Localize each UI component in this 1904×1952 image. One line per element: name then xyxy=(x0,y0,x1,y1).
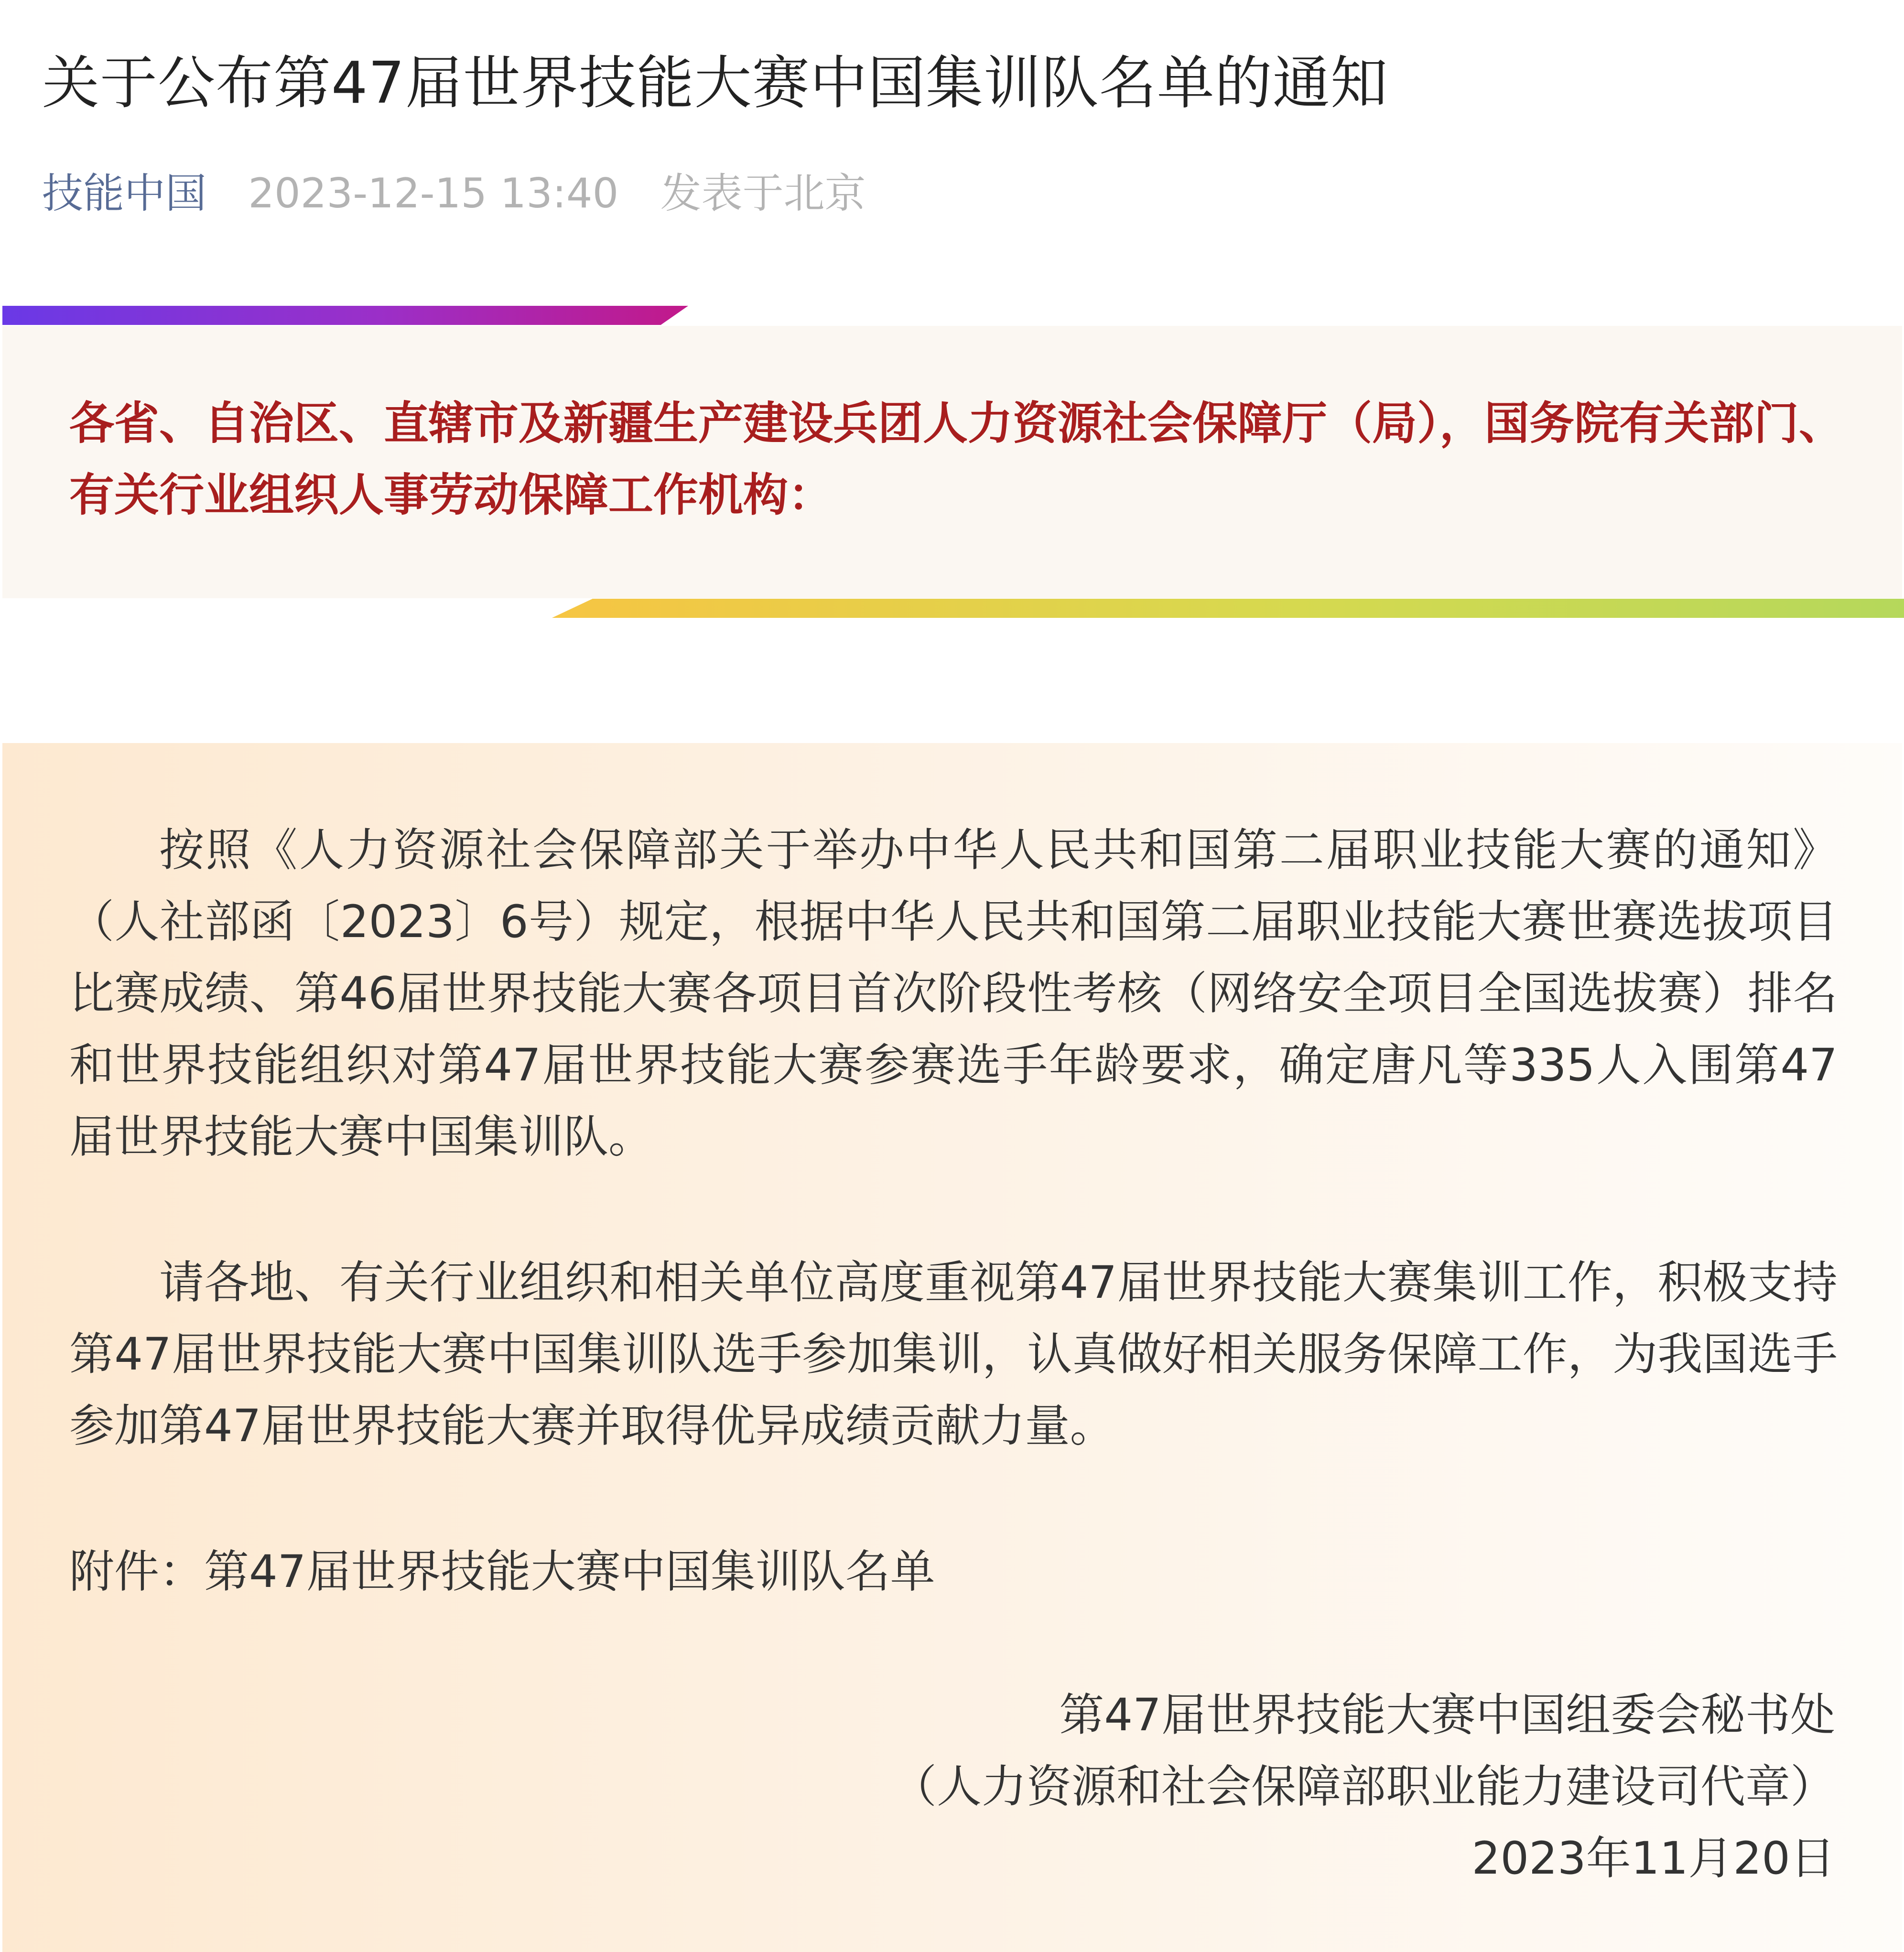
signature-org: 第47届世界技能大赛中国组委会秘书处 xyxy=(1059,1689,1835,1741)
addressee-section xyxy=(2,326,1902,598)
attachment-line: 附件：第47届世界技能大赛中国集训队名单 xyxy=(69,1546,935,1598)
body-paragraph-1: 按照《人力资源社会保障部关于举办中华人民共和国第二届职业技能大赛的通知》（人社部函〔2023〕6号）规定，根据中华人民共和国第二届职业技能大赛世赛选拔项目比赛成绩、第46届世界技能大赛各项目首次阶段性考核（网络安全项目全国选拔赛）排名和世界技能组织对第47届世界技能大赛参赛选手年龄要求，确定唐凡等335人入围第47届世界技能大赛中国集训队。 xyxy=(69,824,1838,1163)
decorative-bottom-bar xyxy=(552,599,1904,618)
signature-seal-note: （人力资源和社会保障部职业能力建设司代章） xyxy=(891,1761,1835,1813)
article-meta xyxy=(42,162,866,225)
decorative-top-bar xyxy=(2,306,688,325)
article-title: 关于公布第47届世界技能大赛中国集训队名单的通知 xyxy=(42,50,1388,117)
publish-time: 2023-12-15 13:40 xyxy=(248,170,619,217)
addressee-text: 各省、自治区、直辖市及新疆生产建设兵团人力资源社会保障厅（局），国务院有关部门、有关行业组织人事劳动保障工作机构： xyxy=(69,398,1844,521)
body-paragraph-2: 请各地、有关行业组织和相关单位高度重视第47届世界技能大赛集训工作，积极支持第47届世界技能大赛中国集训队选手参加集训，认真做好相关服务保障工作，为我国选手参加第47届世界技能大赛并取得优异成绩贡献力量。 xyxy=(69,1257,1838,1452)
publish-location: 发表于北京 xyxy=(660,170,866,217)
notice-body xyxy=(2,743,1902,1952)
account-name-link[interactable]: 技能中国 xyxy=(42,170,206,217)
signature-date: 2023年11月20日 xyxy=(1471,1833,1835,1885)
